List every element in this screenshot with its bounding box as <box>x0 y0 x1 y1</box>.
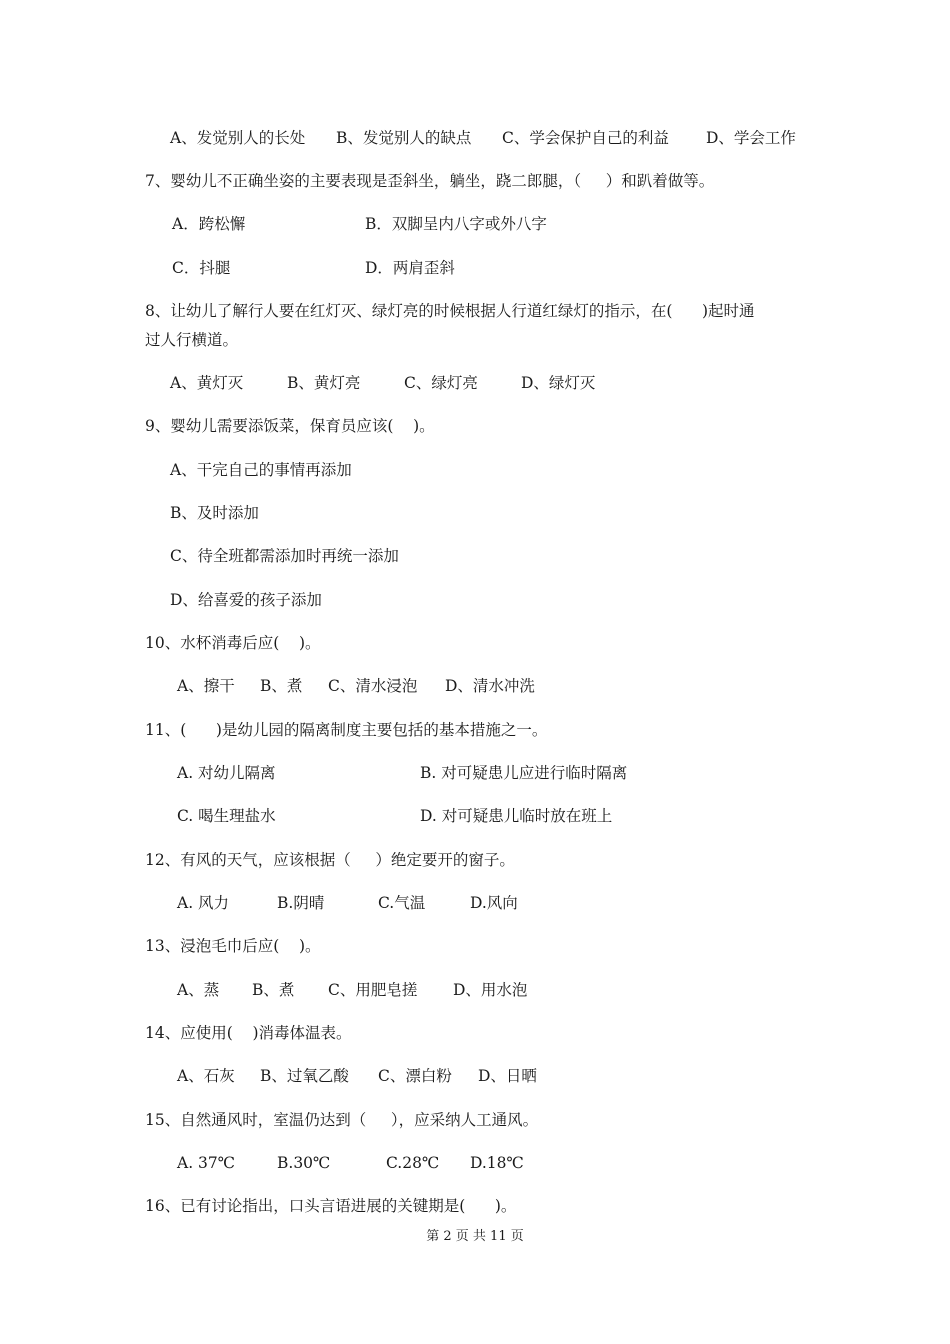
q10-option-c: C、清水浸泡 <box>328 677 418 695</box>
q15-option-c: C.28℃ <box>386 1154 440 1172</box>
q14-option-d: D、日晒 <box>478 1067 537 1085</box>
q6-option-a: A、发觉别人的长处 <box>170 129 306 147</box>
q11-option-b: B. 对可疑患儿应进行临时隔离 <box>420 764 628 782</box>
q13-option-a: A、蒸 <box>177 981 220 999</box>
q12-option-a: A. 风力 <box>177 894 230 912</box>
q7-option-d: D．两肩歪斜 <box>365 259 455 277</box>
q8-stem-line2: 过人行横道。 <box>145 331 239 349</box>
q7-option-b: B．双脚呈内八字或外八字 <box>365 215 547 233</box>
q6-option-b: B、发觉别人的缺点 <box>336 129 472 147</box>
q14-option-b: B、过氧乙酸 <box>260 1067 349 1085</box>
q15-stem: 15、自然通风时，室温仍达到（ ），应采纳人工通风。 <box>145 1111 539 1129</box>
q10-option-b: B、煮 <box>260 677 303 695</box>
q7-option-a: A．跨松懈 <box>172 215 246 233</box>
q11-stem: 11、( )是幼儿园的隔离制度主要包括的基本措施之一。 <box>145 721 548 739</box>
q12-option-b: B.阴晴 <box>277 894 325 912</box>
q9-option-d: D、给喜爱的孩子添加 <box>170 591 322 609</box>
q8-option-c: C、绿灯亮 <box>404 374 478 392</box>
q8-option-b: B、黄灯亮 <box>287 374 361 392</box>
q16-stem: 16、已有讨论指出，口头言语进展的关键期是( )。 <box>145 1197 517 1215</box>
page-number-footer: 第 2 页 共 11 页 <box>426 1229 524 1244</box>
q9-option-c: C、待全班都需添加时再统一添加 <box>170 547 399 565</box>
q14-option-a: A、石灰 <box>177 1067 235 1085</box>
q10-stem: 10、水杯消毒后应( )。 <box>145 634 321 652</box>
q13-option-c: C、用肥皂搓 <box>328 981 418 999</box>
q12-stem: 12、有风的天气，应该根据（ ）绝定要开的窗子。 <box>145 851 515 869</box>
q6-option-c: C、学会保护自己的利益 <box>502 129 669 147</box>
q9-option-a: A、干完自己的事情再添加 <box>170 461 352 479</box>
q9-option-b: B、及时添加 <box>170 504 259 522</box>
q6-option-d: D、学会工作 <box>706 129 796 147</box>
q8-stem-line1: 8、让幼儿了解行人要在红灯灭、绿灯亮的时候根据人行道红绿灯的指示，在( )起时通 <box>145 302 755 320</box>
q15-option-a: A. 37℃ <box>177 1154 236 1172</box>
q11-option-d: D. 对可疑患儿临时放在班上 <box>420 807 613 825</box>
q13-option-b: B、煮 <box>252 981 295 999</box>
q14-option-c: C、漂白粉 <box>378 1067 452 1085</box>
q11-option-a: A. 对幼儿隔离 <box>177 764 276 782</box>
q10-option-a: A、擦干 <box>177 677 235 695</box>
q7-stem: 7、婴幼儿不正确坐姿的主要表现是歪斜坐，躺坐，跷二郎腿，（ ）和趴着做等。 <box>145 172 715 190</box>
q8-option-d: D、绿灯灭 <box>521 374 596 392</box>
q10-option-d: D、清水冲洗 <box>445 677 535 695</box>
q13-stem: 13、浸泡毛巾后应( )。 <box>145 937 321 955</box>
q15-option-d: D.18℃ <box>470 1154 524 1172</box>
q13-option-d: D、用水泡 <box>453 981 528 999</box>
q11-option-c: C. 喝生理盐水 <box>177 807 276 825</box>
q12-option-d: D.风向 <box>470 894 518 912</box>
q14-stem: 14、应使用( )消毒体温表。 <box>145 1024 352 1042</box>
q12-option-c: C.气温 <box>378 894 426 912</box>
q7-option-c: C．抖腿 <box>172 259 231 277</box>
q8-option-a: A、黄灯灭 <box>170 374 244 392</box>
q9-stem: 9、婴幼儿需要添饭菜，保育员应该( )。 <box>145 417 435 435</box>
q15-option-b: B.30℃ <box>277 1154 331 1172</box>
